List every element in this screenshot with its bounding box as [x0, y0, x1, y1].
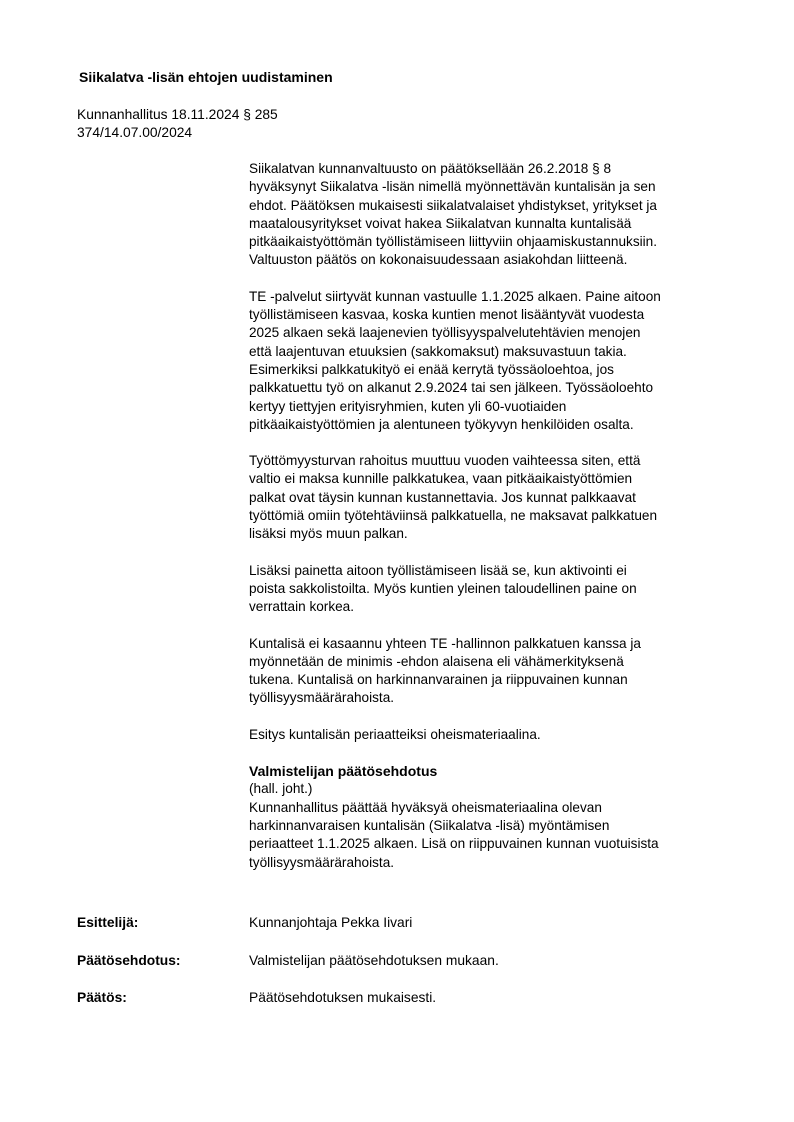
- text-line: palkat ovat täysin kunnan kustannettavia. Jos kunnat palkkaavat: [249, 489, 636, 505]
- decision-value: Päätösehdotuksen mukaisesti.: [249, 990, 437, 1005]
- paragraph-activation: [249, 562, 734, 617]
- text-line: valtio ei maksa kunnille palkkatukea, vaan pitkäaikaistyöttömien: [249, 471, 633, 487]
- text-line: työllisyysmäärärahoista.: [249, 854, 395, 870]
- text-line: Esimerkiksi palkkatukityö ei enää kerrytä työssäoloehtoa, jos: [249, 361, 614, 377]
- presenter-row: [77, 913, 737, 933]
- proposal-section: [249, 762, 734, 872]
- proposal-heading: Valmistelijan päätösehdotus: [249, 763, 438, 780]
- text-line: Työttömyysturvan rahoitus muuttuu vuoden vaihteessa siten, että: [249, 453, 641, 469]
- text-line: työttömiä omiin työtehtäviinsä palkkatuella, ne maksavat palkkatuen: [249, 508, 658, 524]
- text-line: Siikalatvan kunnanvaltuusto on päätöksellään 26.2.2018 § 8: [249, 161, 612, 176]
- text-line: että laajentuvan etuuksien (sakkomaksut) maksuvastuun takia.: [249, 343, 627, 359]
- text-line: palkkatuettu työ on alkanut 2.9.2024 tai sen jälkeen. Työssäoloehto: [249, 380, 654, 396]
- record-number: 374/14.07.00/2024: [77, 125, 193, 140]
- presenter-value: Kunnanjohtaja Pekka Iivari: [249, 915, 413, 930]
- text-line: verrattain korkea.: [249, 599, 355, 615]
- decision-label: Päätös:: [77, 990, 127, 1005]
- text-line: 2025 alkaen sekä laajenevien työllisyyspalvelutehtävien menojen: [249, 325, 641, 341]
- text-line: TE -palvelut siirtyvät kunnan vastuulle 1.1.2025 alkaen. Paine aitoon: [249, 288, 661, 304]
- paragraph-municipal-supplement: [249, 635, 734, 708]
- decision-proposal-label: Päätösehdotus:: [77, 953, 181, 968]
- paragraph-unemployment-funding: [249, 452, 734, 543]
- text-line: ehdot. Päätöksen mukaisesti siikalatvalaiset yhdistykset, yritykset ja: [249, 197, 657, 213]
- meeting-reference: Kunnanhallitus 18.11.2024 § 285: [77, 107, 278, 122]
- paragraph-background: [249, 160, 734, 270]
- text-line: harkinnanvaraisen kuntalisän (Siikalatva -lisä) myöntämisen: [249, 817, 610, 833]
- text-line: Kuntalisä ei kasaannu yhteen TE -hallinnon palkkatuen kanssa ja: [249, 635, 641, 651]
- text-line: hyväksynyt Siikalatva -lisän nimellä myönnettävän kuntalisän ja sen: [249, 179, 656, 195]
- text-line: työllisyysmäärärahoista.: [249, 690, 395, 706]
- text-line: pitkäaikaistyöttömän työllistämiseen liittyviin ohjaamiskustannuksiin.: [249, 234, 657, 250]
- decision-proposal-row: [77, 951, 737, 971]
- paragraph-te-services: [249, 288, 734, 434]
- decision-row: [77, 988, 737, 1008]
- paragraph-principles: [249, 726, 734, 744]
- meeting-info: [77, 106, 278, 142]
- text-line: kertyy tiettyjen erityisryhmien, kuten yli 60-vuotiaiden: [249, 398, 567, 414]
- presenter-label: Esittelijä:: [77, 915, 139, 930]
- text-line: maatalousyritykset voivat hakea Siikalatvan kunnalta kuntalisää: [249, 215, 632, 231]
- text-line: Kunnanhallitus päättää hyväksyä oheismateriaalina olevan: [249, 799, 602, 815]
- text-line: myönnetään de minimis -ehdon alaisena eli vähämerkityksenä: [249, 653, 624, 669]
- text-line: pitkäaikaistyöttömien ja alentuneen työkyvyn henkilöiden osalta.: [249, 416, 634, 432]
- text-line: työllistämiseen kasvaa, koska kuntien menot lisääntyvät vuodesta: [249, 307, 645, 323]
- text-line: tukena. Kuntalisä on harkinnanvarainen ja riippuvainen kunnan: [249, 672, 628, 688]
- text-line: poista sakkolistoilta. Myös kuntien yleinen taloudellinen paine on: [249, 580, 637, 596]
- text-line: periaatteet 1.1.2025 alkaen. Lisä on riippuvainen kunnan vuotuisista: [249, 836, 659, 852]
- decision-proposal-value: Valmistelijan päätösehdotuksen mukaan.: [249, 953, 499, 968]
- proposal-preparer: (hall. joht.): [249, 781, 313, 797]
- text-line: Valtuuston päätös on kokonaisuudessaan asiakohdan liitteenä.: [249, 252, 628, 268]
- text-line: Lisäksi painetta aitoon työllistämiseen lisää se, kun aktivointi ei: [249, 562, 627, 578]
- document-body: [249, 160, 734, 890]
- document-title: Siikalatva -lisän ehtojen uudistaminen: [79, 69, 333, 85]
- text-line: lisäksi myös muun palkan.: [249, 526, 408, 542]
- text-line: Esitys kuntalisän periaatteiksi oheismateriaalina.: [249, 726, 541, 742]
